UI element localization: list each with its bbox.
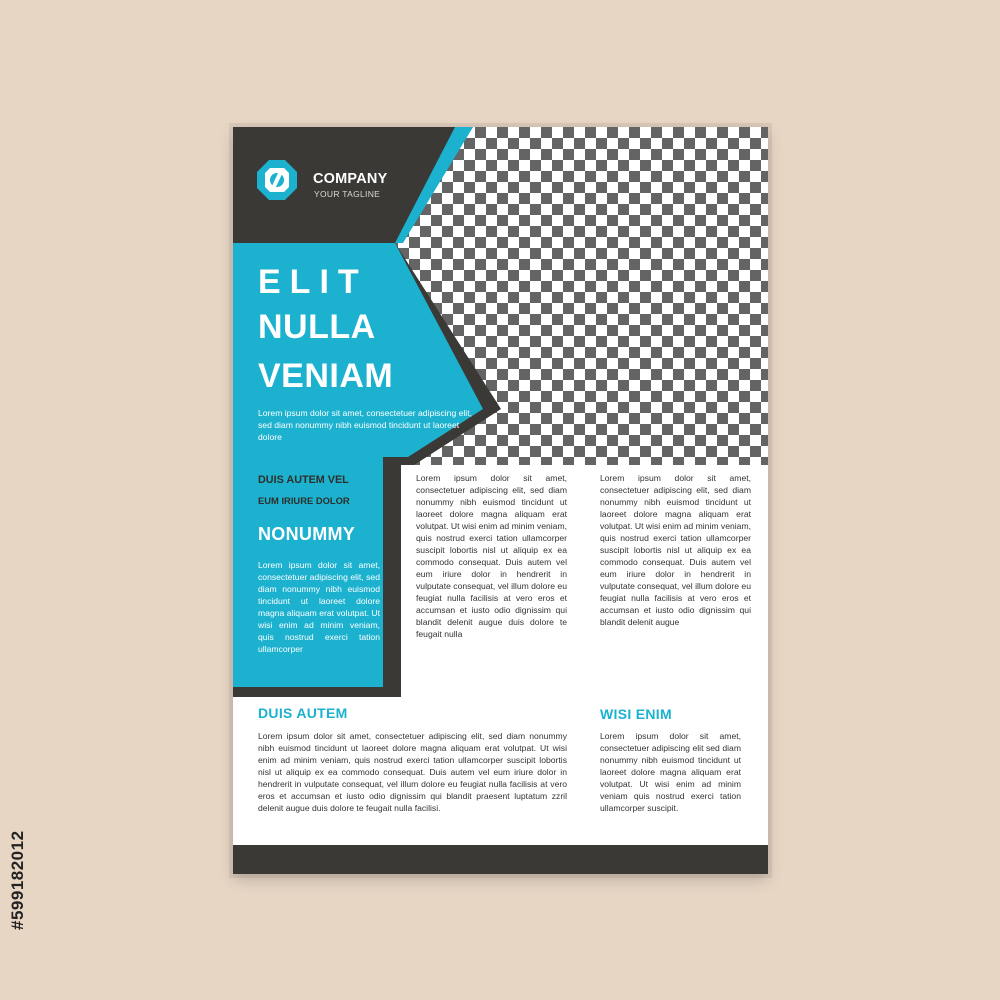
text-column-left: Lorem ipsum dolor sit amet, consectetuer adipiscing elit, sed diam nonummy nibh euismod tincidunt ut laoreet dolore magna aliquam erat volutpat. Ut wisi enim ad minim veniam, quis nostrud exerci tation ullamcorper suscipit lobortis nisl ut aliquip ex ea commodo consequat. Duis autem vel eum iriure dolor in hendrerit in vulputate consequat, vel illum dolore eu feugiat nulla facilisis at vero eros et accumsan et iusto odio dignissim qui blandit delenit augue duis dolore te feugait nulla xyxy=(416,473,567,639)
stock-id-watermark: #599182012 xyxy=(8,830,27,930)
hero-title-line-3: VENIAM xyxy=(258,357,394,395)
sidebar-subtitle-2: EUM IRIURE DOLOR xyxy=(258,495,350,506)
company-name: COMPANY xyxy=(313,171,388,187)
sidebar-body-text: Lorem ipsum dolor sit amet, consectetuer adipiscing elit, sed diam nonummy nibh euismod tincidunt ut laoreet dolore magna aliquam erat volutpat. Ut wisi enim ad minim veniam, quis nostrud exerci tation ullamcorper xyxy=(258,560,380,654)
sidebar-subtitle-1: DUIS AUTEM VEL xyxy=(258,474,349,486)
flyer-page xyxy=(233,127,768,874)
section-body-duis-autem: Lorem ipsum dolor sit amet, consectetuer adipiscing elit, sed diam nonummy nibh euismod tincidunt ut laoreet dolore magna aliquam erat volutpat. Ut wisi enim ad minim veniam, quis nostrud exerci tation ullamcorper suscipit lobortis nisl ut aliquip ex ea commodo consequat. Duis autem vel eum iriure dolor in hendrerit in vulputate consequat, vel illum dolore eu feugiat nulla facilisis at vero eros et accumsan et iusto odio dignissim qui blandit praesent luptatum zzril delenit augue duis dolore te feugait nulla facilisi. xyxy=(258,731,567,813)
hero-title-line-1: ELIT xyxy=(258,263,368,301)
section-heading-duis-autem: DUIS AUTEM xyxy=(258,705,348,721)
hero-title-line-2: NULLA xyxy=(258,308,376,346)
hero-intro-text: Lorem ipsum dolor sit amet, consectetuer adipiscing elit, sed diam nonummy nibh euismod tincidunt ut laoreet dolore xyxy=(258,408,472,442)
footer-bar xyxy=(233,845,768,874)
text-column-right: Lorem ipsum dolor sit amet, consectetuer adipiscing elit, sed diam nonummy nibh euismod tincidunt ut laoreet dolore magna aliquam erat volutpat. Ut wisi enim ad minim veniam, quis nostrud exerci tation ullamcorper suscipit lobortis nisl ut aliquip ex ea commodo consequat. Duis autem vel eum iriure dolor in hendrerit in vulputate consequat, vel illum dolore eu feugiat nulla facilisis at vero eros et accumsan et iusto odio dignissim qui blandit delenit augue xyxy=(600,473,751,627)
company-tagline: YOUR TAGLINE xyxy=(314,189,381,199)
company-logo-icon xyxy=(257,160,297,200)
sidebar-heading: NONUMMY xyxy=(258,524,356,544)
section-body-wisi-enim: Lorem ipsum dolor sit amet, consectetuer adipiscing elit sed diam nonummy nibh euismod tincidunt ut laoreet dolore magna aliquam erat volutpat. Ut wisi enim ad minim veniam quis nostrud exerci tation ullamcorper suscipit. xyxy=(600,731,741,813)
section-heading-wisi-enim: WISI ENIM xyxy=(600,706,672,722)
